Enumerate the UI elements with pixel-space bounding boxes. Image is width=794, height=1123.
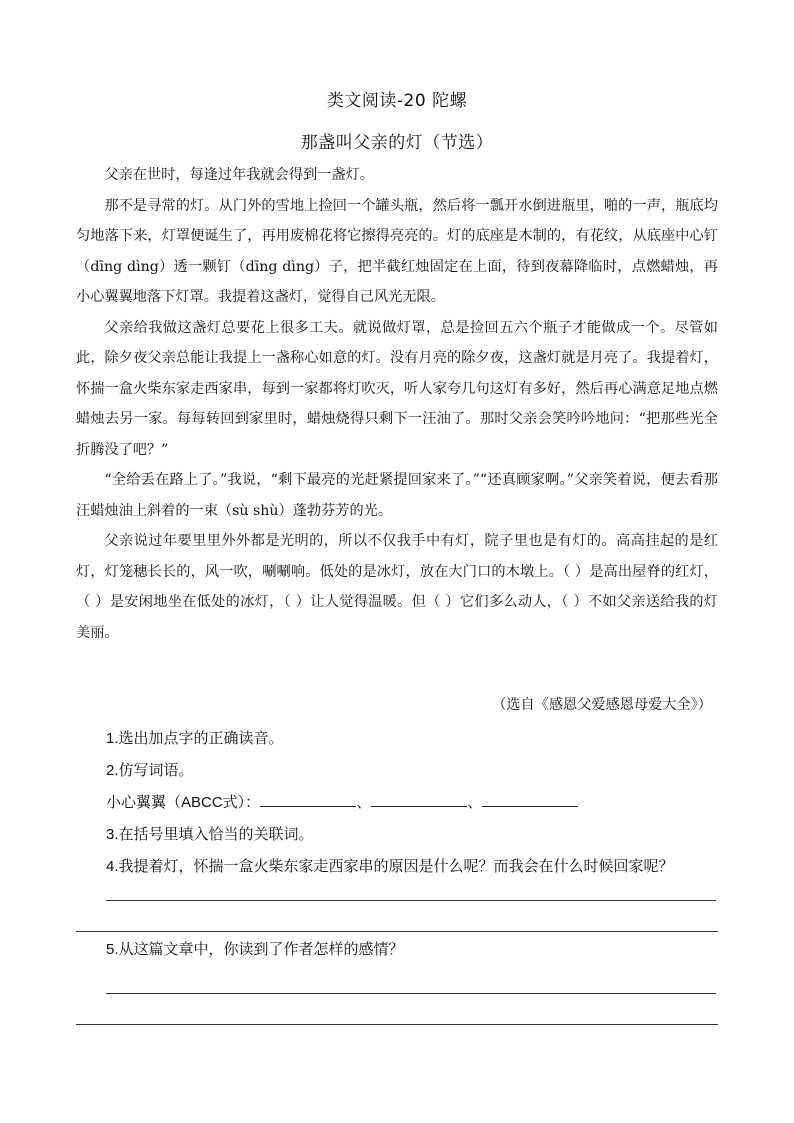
- question-1: 1.选出加点字的正确读音。: [106, 730, 284, 747]
- question-2-prompt-row: [106, 787, 718, 819]
- question-list: [106, 723, 718, 883]
- question-4: 4.我提着灯，怀揣一盒火柴东家走西家串的原因是什么呢？而我会在什么时候回家呢？: [106, 858, 674, 875]
- answer-line-q5-2[interactable]: [76, 1024, 718, 1025]
- question-2: 2.仿写词语。: [106, 762, 194, 779]
- passage-source: （选自《感恩父爱感恩母爱大全》）: [492, 697, 712, 713]
- answer-line-q4-1[interactable]: [106, 900, 716, 901]
- reading-passage: [76, 160, 718, 648]
- passage-paragraph-3: 父亲给我做这盏灯总要花上很多工夫。就说做灯罩，总是捡回五六个瓶子才能做成一个。尽管如此，除夕夜父亲总能让我提上一盏称心如意的灯。没有月亮的除夕夜，这盏灯就是月亮了。我提着灯，怀揣一盒火柴东家走西家串，每到一家都将灯吹灭，听人家夸几句这灯有多好，然后再心满意足地点燃蜡烛去另一家。每每转回到家里时，蜡烛烧得只剩下一汪油了。那时父亲会笑吟吟地问：“把那些光全折腾没了吧？”: [76, 319, 718, 458]
- passage-paragraph-4: “全给丢在路上了。”我说，“剩下最亮的光赶紧提回家来了。”“还真顾家啊。”父亲笑着说，便去看那汪蜡烛油上斜着的一束（sù shù）蓬勃芬芳的光。: [76, 472, 718, 519]
- question-3: 3.在括号里填入恰当的关联词。: [106, 826, 314, 843]
- passage-paragraph-1: 父亲在世时，每逢过年我就会得到一盏灯。: [104, 167, 374, 183]
- answer-blank-2[interactable]: [371, 790, 467, 807]
- question-2-prompt: 小心翼翼（ABCC式）：: [106, 794, 261, 811]
- answer-line-q4-2[interactable]: [76, 931, 718, 932]
- blank-separator: 、: [467, 794, 483, 811]
- worksheet-title: 类文阅读-20 陀螺: [326, 91, 468, 111]
- answer-blank-1[interactable]: [260, 790, 356, 807]
- passage-paragraph-2: 那不是寻常的灯。从门外的雪地上捡回一个罐头瓶，然后将一瓢开水倒进瓶里，啪的一声，瓶底均匀地落下来，灯罩便诞生了，再用废棉花将它擦得亮亮的。灯的底座是木制的，有花纹，从底座中心钉（dīng dìng）透一颗钉（dīng dìng）子，把半截红烛固定在上面，待到夜幕降临时，点燃蜡烛，再小心翼翼地落下灯罩。我提着这盏灯，觉得自己风光无限。: [76, 197, 718, 305]
- blank-separator: 、: [356, 794, 372, 811]
- passage-title: 那盏叫父亲的灯（节选）: [300, 133, 494, 153]
- question-5: 5.从这篇文章中，你读到了作者怎样的感情？: [106, 941, 404, 958]
- passage-paragraph-5: 父亲说过年要里里外外都是光明的，所以不仅我手中有灯，院子里也是有灯的。高高挂起的是红灯，灯笼穗长长的，风一吹，唰唰响。低处的是冰灯，放在大门口的木墩上。（ ）是高出屋脊的红灯，（ ）是安闲地坐在低处的冰灯，（ ）让人觉得温暖。但（ ）它们多么动人，（ ）不如父亲送给我的灯美丽。: [76, 533, 718, 641]
- answer-blank-3[interactable]: [482, 790, 578, 807]
- answer-line-q5-1[interactable]: [106, 993, 716, 994]
